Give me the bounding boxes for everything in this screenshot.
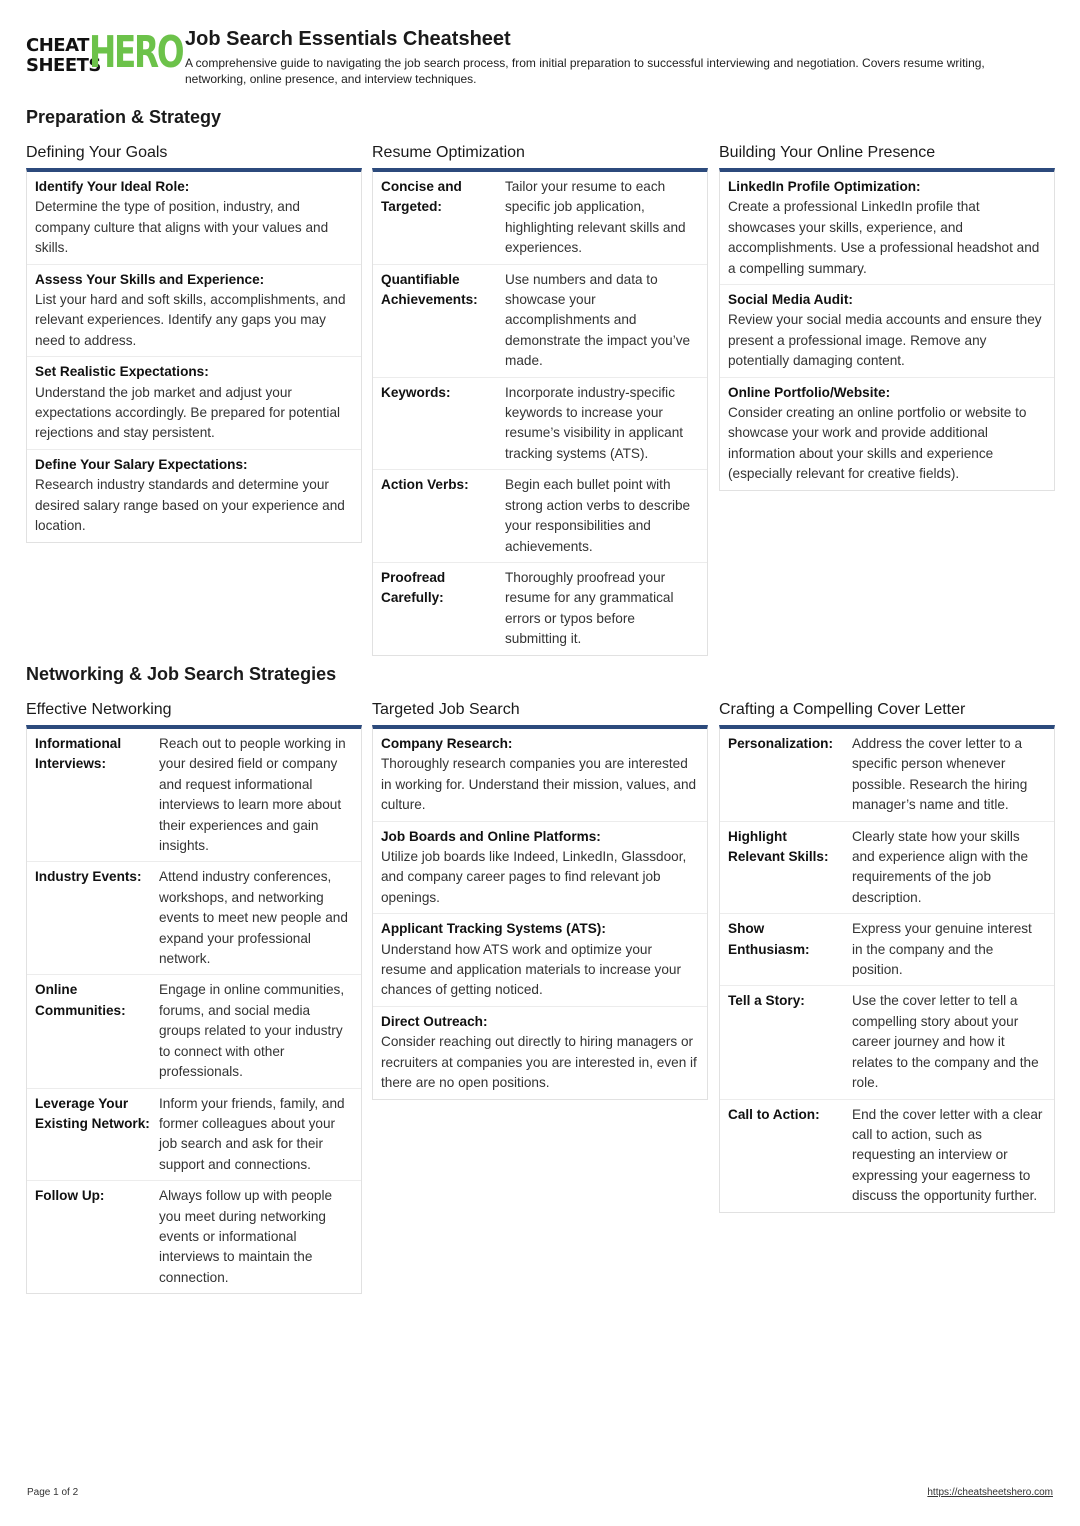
card (372, 725, 708, 1100)
item-label: LinkedIn Profile Optimization: (728, 179, 921, 194)
item-text: Reach out to people working in your desired field or company and request informational interviews to learn more about their experiences and gain insights. (159, 736, 346, 854)
column-effective-networking (26, 700, 362, 1294)
item-text: Understand the job market and adjust your expectations accordingly. Be prepared for potential rejections and stay persistent. (35, 384, 341, 441)
column-title: Crafting a Compelling Cover Letter (719, 701, 966, 718)
list-item (27, 357, 361, 450)
table-row (27, 1181, 361, 1293)
item-label: Online Communities: (35, 982, 126, 1018)
table-row (373, 470, 707, 563)
item-label: Online Portfolio/Website: (728, 384, 891, 400)
column-targeted-job-search (372, 700, 708, 1100)
item-text: Always follow up with people you meet during networking events or informational interviews to maintain the connection. (159, 1188, 333, 1285)
item-label: Concise and Targeted: (381, 179, 462, 215)
card (719, 725, 1055, 1213)
cheatsheetshero-logo[interactable] (26, 27, 183, 78)
list-item (27, 265, 361, 358)
item-label: Identify Your Ideal Role: (35, 179, 190, 194)
table-row (373, 378, 707, 471)
item-label: Set Realistic Expectations: (35, 364, 209, 380)
list-item (27, 450, 361, 542)
item-text: Use numbers and data to showcase your accomplishments and demonstrate the impact you’ve made. (505, 271, 691, 369)
table-row (720, 729, 1054, 822)
item-label: Job Boards and Online Platforms: (381, 828, 601, 844)
item-text: Address the cover letter to a specific person whenever possible. Research the hiring manager’s name and title. (852, 736, 1028, 813)
logo-bottom-text: SHEETS (26, 55, 101, 76)
item-text: Understand how ATS work and optimize your resume and application materials to increase your chances of getting noticed. (381, 941, 681, 998)
item-text: Engage in online communities, forums, and social media groups related to your industry to connect with other professionals. (159, 982, 345, 1080)
column-defining-goals (26, 143, 362, 543)
item-label: Industry Events: (35, 869, 142, 885)
item-text: Consider reaching out directly to hiring managers or recruiters at companies you are interested in, even if there are no open positions. (381, 1034, 697, 1091)
list-item (720, 285, 1054, 378)
item-label: Tell a Story: (728, 993, 805, 1009)
section-title-preparation: Preparation & Strategy (26, 107, 222, 127)
column-online-presence (719, 143, 1055, 491)
site-link[interactable]: https://cheatsheetshero.com (927, 1487, 1053, 1498)
item-text: Express your genuine interest in the company and the position. (852, 921, 1032, 978)
item-text: Create a professional LinkedIn profile that showcases your skills, experience, and accomplishments. Use a professional headshot and a compelling summary. (728, 199, 1040, 276)
table-row (373, 172, 707, 265)
column-resume-optimization (372, 143, 708, 656)
item-label: Direct Outreach: (381, 1013, 488, 1029)
logo-top-text: CHEAT (26, 35, 89, 56)
item-label: Informational Interviews: (35, 736, 122, 772)
item-text: Clearly state how your skills and experience align with the requirements of the job description. (852, 828, 1029, 905)
item-text: Begin each bullet point with strong action verbs to describe your responsibilities and achievements. (505, 477, 691, 554)
item-text: Utilize job boards like Indeed, LinkedIn, Glassdoor, and company career pages to find relevant job openings. (381, 849, 687, 905)
item-text: Consider creating an online portfolio or website to showcase your work and provide additional information about your skills and experience (especially relevant for creative fields). (728, 405, 1027, 482)
item-label: Assess Your Skills and Experience: (35, 271, 265, 287)
item-text: Tailor your resume to each specific job application, highlighting relevant skills and experiences. (505, 179, 686, 256)
list-item (373, 822, 707, 915)
column-cover-letter (719, 700, 1055, 1213)
page-header (26, 28, 1056, 92)
table-row (373, 265, 707, 378)
item-text: Attend industry conferences, workshops, and networking events to meet new people and expand your professional network. (159, 869, 348, 967)
table-row (720, 986, 1054, 1099)
table-row (720, 822, 1054, 915)
item-label: Social Media Audit: (728, 292, 853, 308)
item-label: Follow Up: (35, 1188, 105, 1204)
page-subtitle: A comprehensive guide to navigating the job search process, from initial preparation to successful interviewing and negotiation. Covers resume writing, networking, online presence, and interview techniques. (185, 56, 985, 86)
column-title: Defining Your Goals (26, 144, 168, 161)
section-title-networking: Networking & Job Search Strategies (26, 664, 337, 684)
card (26, 168, 362, 543)
item-label: Proofread Carefully: (381, 569, 446, 606)
logo-hero-text: HERO (89, 27, 183, 78)
item-text: Incorporate industry-specific keywords to increase your resume’s visibility in applicant tracking systems (ATS). (505, 384, 684, 461)
item-label: Applicant Tracking Systems (ATS): (381, 921, 606, 937)
table-row (27, 729, 361, 862)
item-label: Call to Action: (728, 1106, 820, 1122)
item-text: List your hard and soft skills, accomplishments, and relevant experiences. Identify any gaps you may need to address. (35, 292, 346, 348)
card (719, 168, 1055, 491)
list-item (720, 172, 1054, 285)
table-row (720, 1100, 1054, 1212)
list-item (373, 729, 707, 822)
item-text: Review your social media accounts and ensure they present a professional image. Remove any potentially damaging content. (728, 312, 1042, 369)
item-label: Personalization: (728, 736, 833, 751)
column-title: Effective Networking (26, 701, 172, 718)
item-label: Define Your Salary Expectations: (35, 456, 248, 472)
card (372, 168, 708, 656)
list-item (373, 1007, 707, 1099)
item-label: Quantifiable Achievements: (381, 271, 478, 308)
table-row (27, 975, 361, 1088)
list-item (27, 172, 361, 265)
item-text: Inform your friends, family, and former colleagues about your job search and ask for their support and connections. (159, 1095, 345, 1172)
item-text: Thoroughly research companies you are interested in working for. Understand their mission, values, and culture. (381, 756, 697, 813)
item-label: Show Enthusiasm: (728, 921, 810, 957)
item-label: Leverage Your Existing Network: (35, 1095, 150, 1131)
item-text: Use the cover letter to tell a compelling story about your career journey and how it relates to the company and the role. (852, 993, 1039, 1091)
card (26, 725, 362, 1294)
list-item (720, 378, 1054, 490)
table-row (373, 563, 707, 655)
page-number: Page 1 of 2 (27, 1487, 79, 1498)
item-text: Thoroughly proofread your resume for any grammatical errors or typos before submitting it. (505, 569, 674, 647)
item-label: Highlight Relevant Skills: (728, 828, 829, 865)
table-row (720, 914, 1054, 986)
list-item (373, 914, 707, 1007)
table-row (27, 1089, 361, 1182)
item-label: Company Research: (381, 736, 513, 751)
item-label: Keywords: (381, 384, 451, 400)
item-text: End the cover letter with a clear call to action, such as requesting an interview or expressing your eagerness to discuss the opportunity further. (852, 1106, 1043, 1204)
column-title: Resume Optimization (372, 144, 525, 161)
item-text: Research industry standards and determine your desired salary range based on your experience and location. (35, 477, 345, 534)
item-text: Determine the type of position, industry, and company culture that aligns with your values and skills. (35, 199, 329, 256)
column-title: Building Your Online Presence (719, 144, 936, 161)
item-label: Action Verbs: (381, 477, 469, 493)
page-title: Job Search Essentials Cheatsheet (185, 28, 511, 50)
column-title: Targeted Job Search (372, 701, 520, 718)
table-row (27, 862, 361, 975)
